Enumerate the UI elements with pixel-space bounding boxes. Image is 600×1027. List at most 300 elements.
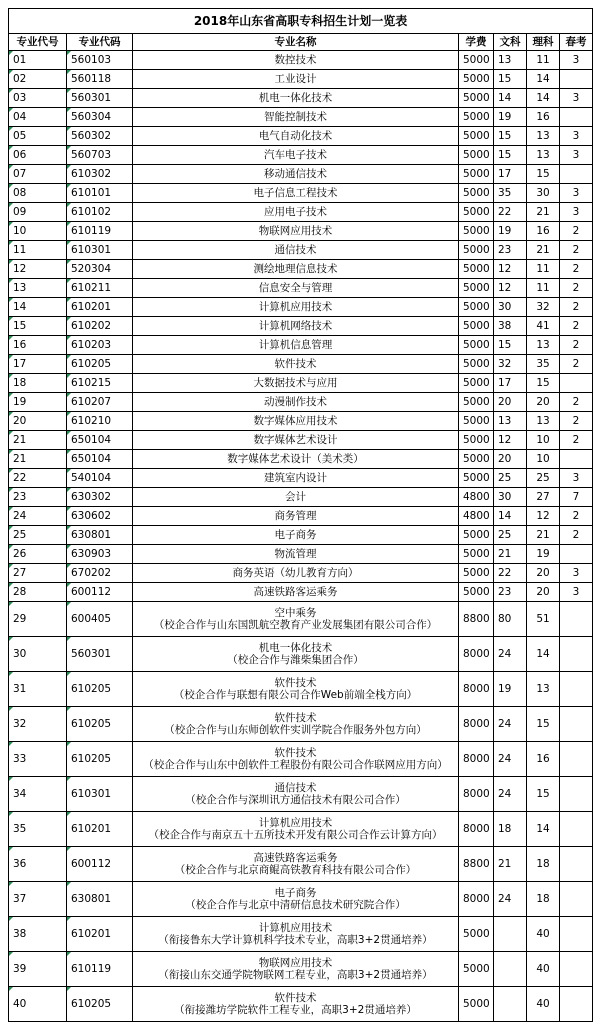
cell-tuition: 5000 <box>459 450 494 469</box>
cell-tuition: 5000 <box>459 70 494 89</box>
cell-science: 13 <box>527 146 560 165</box>
cell-spring-exam <box>560 545 593 564</box>
cell-science: 14 <box>527 89 560 108</box>
cell-major-no: 31 <box>9 672 67 707</box>
major-name-text: 电子商务 <box>274 887 317 899</box>
cell-major-code: 610201 <box>67 298 133 317</box>
cell-liberal-arts: 13 <box>494 412 527 431</box>
table-row <box>9 742 593 777</box>
cell-major-code: 560302 <box>67 127 133 146</box>
table-row <box>9 812 593 847</box>
cell-science: 13 <box>527 672 560 707</box>
cell-tuition: 5000 <box>459 393 494 412</box>
cell-major-name <box>133 602 459 637</box>
table-row <box>9 374 593 393</box>
cell-major-code: 600112 <box>67 847 133 882</box>
cell-major-name <box>133 952 459 987</box>
cell-major-code: 560301 <box>67 637 133 672</box>
cell-spring-exam: 3 <box>560 184 593 203</box>
cell-science: 11 <box>527 279 560 298</box>
table-row <box>9 450 593 469</box>
cell-major-no: 34 <box>9 777 67 812</box>
major-name-text: 会计 <box>285 491 306 503</box>
cell-liberal-arts: 19 <box>494 672 527 707</box>
cell-major-name <box>133 51 459 70</box>
cell-tuition: 5000 <box>459 241 494 260</box>
cell-major-code: 610301 <box>67 777 133 812</box>
cell-spring-exam: 2 <box>560 317 593 336</box>
table-row <box>9 412 593 431</box>
header-liberal-arts: 文科 <box>494 34 527 51</box>
major-note-text: （校企合作与潍柴集团合作） <box>227 654 364 666</box>
cell-tuition: 8000 <box>459 742 494 777</box>
cell-spring-exam: 2 <box>560 241 593 260</box>
major-name-text: 电气自动化技术 <box>258 130 333 142</box>
cell-liberal-arts: 24 <box>494 777 527 812</box>
cell-major-name <box>133 70 459 89</box>
cell-liberal-arts: 20 <box>494 393 527 412</box>
cell-tuition: 5000 <box>459 336 494 355</box>
cell-science: 12 <box>527 507 560 526</box>
cell-major-no: 02 <box>9 70 67 89</box>
cell-liberal-arts: 13 <box>494 51 527 70</box>
cell-tuition: 5000 <box>459 108 494 127</box>
cell-liberal-arts: 80 <box>494 602 527 637</box>
major-name-text: 物流管理 <box>274 548 317 560</box>
cell-liberal-arts: 38 <box>494 317 527 336</box>
cell-liberal-arts: 17 <box>494 374 527 393</box>
major-name-text: 电子信息工程技术 <box>253 187 338 199</box>
cell-tuition: 5000 <box>459 51 494 70</box>
cell-liberal-arts: 12 <box>494 279 527 298</box>
cell-major-code: 610210 <box>67 412 133 431</box>
cell-spring-exam <box>560 707 593 742</box>
cell-major-name <box>133 469 459 488</box>
cell-major-name <box>133 882 459 917</box>
major-name-text: 测绘地理信息技术 <box>253 263 338 275</box>
major-name-text: 计算机应用技术 <box>258 301 333 313</box>
cell-major-code: 610205 <box>67 742 133 777</box>
cell-major-code: 610201 <box>67 917 133 952</box>
cell-major-code: 610205 <box>67 987 133 1022</box>
cell-major-name <box>133 279 459 298</box>
cell-major-name <box>133 812 459 847</box>
cell-major-code: 560703 <box>67 146 133 165</box>
cell-major-code: 610101 <box>67 184 133 203</box>
cell-science: 25 <box>527 469 560 488</box>
cell-liberal-arts: 21 <box>494 847 527 882</box>
cell-spring-exam: 2 <box>560 298 593 317</box>
cell-liberal-arts: 30 <box>494 488 527 507</box>
cell-major-code: 650104 <box>67 431 133 450</box>
cell-major-code: 670202 <box>67 564 133 583</box>
table-row <box>9 987 593 1022</box>
cell-tuition: 5000 <box>459 952 494 987</box>
cell-major-name <box>133 526 459 545</box>
cell-science: 40 <box>527 987 560 1022</box>
cell-major-code: 610203 <box>67 336 133 355</box>
cell-liberal-arts: 23 <box>494 583 527 602</box>
major-name-text: 软件技术 <box>274 358 317 370</box>
cell-science: 20 <box>527 393 560 412</box>
cell-liberal-arts: 14 <box>494 507 527 526</box>
cell-major-no: 22 <box>9 469 67 488</box>
cell-spring-exam: 3 <box>560 583 593 602</box>
cell-science: 51 <box>527 602 560 637</box>
cell-science: 20 <box>527 564 560 583</box>
cell-science: 14 <box>527 70 560 89</box>
major-name-text: 计算机应用技术 <box>258 922 333 934</box>
cell-major-code: 600112 <box>67 583 133 602</box>
cell-spring-exam <box>560 672 593 707</box>
cell-major-no: 20 <box>9 412 67 431</box>
cell-major-name <box>133 672 459 707</box>
table-row <box>9 51 593 70</box>
cell-spring-exam: 2 <box>560 336 593 355</box>
cell-spring-exam: 3 <box>560 127 593 146</box>
cell-spring-exam: 3 <box>560 203 593 222</box>
cell-major-code: 610119 <box>67 222 133 241</box>
cell-science: 14 <box>527 812 560 847</box>
table-row <box>9 203 593 222</box>
cell-spring-exam <box>560 987 593 1022</box>
major-name-text: 商务英语（幼儿教育方向） <box>232 567 359 579</box>
cell-major-name <box>133 987 459 1022</box>
cell-liberal-arts: 25 <box>494 469 527 488</box>
cell-liberal-arts: 15 <box>494 336 527 355</box>
major-name-text: 数字媒体艺术设计（美术类） <box>227 453 364 465</box>
cell-science: 16 <box>527 222 560 241</box>
major-name-text: 应用电子技术 <box>264 206 327 218</box>
table-row <box>9 672 593 707</box>
cell-spring-exam: 3 <box>560 146 593 165</box>
cell-major-name <box>133 637 459 672</box>
major-name-text: 物联网应用技术 <box>258 957 333 969</box>
table-row <box>9 317 593 336</box>
cell-major-no: 35 <box>9 812 67 847</box>
cell-liberal-arts: 24 <box>494 742 527 777</box>
cell-major-code: 610119 <box>67 952 133 987</box>
cell-tuition: 5000 <box>459 526 494 545</box>
cell-science: 21 <box>527 203 560 222</box>
cell-major-no: 11 <box>9 241 67 260</box>
cell-tuition: 8800 <box>459 602 494 637</box>
table-row <box>9 260 593 279</box>
table-row <box>9 545 593 564</box>
cell-major-name <box>133 393 459 412</box>
cell-major-code: 650104 <box>67 450 133 469</box>
cell-major-no: 14 <box>9 298 67 317</box>
cell-spring-exam <box>560 882 593 917</box>
major-name-text: 高速铁路客运乘务 <box>253 852 338 864</box>
table-row <box>9 89 593 108</box>
cell-major-no: 12 <box>9 260 67 279</box>
cell-major-no: 30 <box>9 637 67 672</box>
cell-major-code: 610302 <box>67 165 133 184</box>
cell-spring-exam: 2 <box>560 279 593 298</box>
cell-major-code: 610202 <box>67 317 133 336</box>
cell-major-no: 23 <box>9 488 67 507</box>
cell-science: 15 <box>527 165 560 184</box>
cell-liberal-arts <box>494 952 527 987</box>
cell-major-no: 09 <box>9 203 67 222</box>
cell-spring-exam <box>560 777 593 812</box>
cell-spring-exam <box>560 70 593 89</box>
major-name-text: 移动通信技术 <box>264 168 327 180</box>
cell-science: 20 <box>527 583 560 602</box>
cell-tuition: 5000 <box>459 222 494 241</box>
cell-spring-exam: 2 <box>560 412 593 431</box>
table-row <box>9 847 593 882</box>
header-major-code: 专业代码 <box>67 34 133 51</box>
cell-major-name <box>133 355 459 374</box>
cell-tuition: 8000 <box>459 812 494 847</box>
table-row <box>9 507 593 526</box>
cell-major-no: 19 <box>9 393 67 412</box>
cell-major-no: 26 <box>9 545 67 564</box>
cell-major-name <box>133 203 459 222</box>
cell-major-name <box>133 545 459 564</box>
cell-tuition: 5000 <box>459 545 494 564</box>
cell-major-no: 40 <box>9 987 67 1022</box>
cell-major-name <box>133 89 459 108</box>
cell-major-no: 21 <box>9 450 67 469</box>
major-name-text: 软件技术 <box>274 677 317 689</box>
cell-tuition: 5000 <box>459 298 494 317</box>
table-row <box>9 298 593 317</box>
cell-tuition: 5000 <box>459 917 494 952</box>
cell-major-code: 610205 <box>67 672 133 707</box>
major-name-text: 机电一体化技术 <box>258 92 333 104</box>
major-name-text: 计算机应用技术 <box>258 817 333 829</box>
cell-liberal-arts: 15 <box>494 70 527 89</box>
cell-major-code: 560304 <box>67 108 133 127</box>
cell-spring-exam: 2 <box>560 355 593 374</box>
cell-liberal-arts: 23 <box>494 241 527 260</box>
cell-major-no: 38 <box>9 917 67 952</box>
cell-liberal-arts <box>494 987 527 1022</box>
major-name-text: 软件技术 <box>274 992 317 1004</box>
cell-liberal-arts: 22 <box>494 564 527 583</box>
cell-science: 19 <box>527 545 560 564</box>
major-name-text: 空中乘务 <box>274 607 317 619</box>
cell-tuition: 5000 <box>459 279 494 298</box>
cell-science: 16 <box>527 108 560 127</box>
cell-major-no: 13 <box>9 279 67 298</box>
cell-major-name <box>133 583 459 602</box>
major-name-text: 机电一体化技术 <box>258 642 333 654</box>
major-name-text: 大数据技术与应用 <box>253 377 338 389</box>
cell-science: 15 <box>527 707 560 742</box>
table-row <box>9 336 593 355</box>
cell-major-code: 630801 <box>67 882 133 917</box>
cell-liberal-arts: 12 <box>494 260 527 279</box>
cell-major-code: 610207 <box>67 393 133 412</box>
cell-major-code: 610211 <box>67 279 133 298</box>
cell-spring-exam <box>560 165 593 184</box>
header-tuition: 学费 <box>459 34 494 51</box>
cell-major-code: 630903 <box>67 545 133 564</box>
cell-tuition: 5000 <box>459 184 494 203</box>
header-spring-exam: 春考 <box>560 34 593 51</box>
cell-major-no: 01 <box>9 51 67 70</box>
cell-science: 27 <box>527 488 560 507</box>
cell-spring-exam <box>560 812 593 847</box>
cell-tuition: 5000 <box>459 203 494 222</box>
cell-tuition: 5000 <box>459 583 494 602</box>
table-row <box>9 882 593 917</box>
cell-tuition: 8000 <box>459 882 494 917</box>
cell-tuition: 5000 <box>459 355 494 374</box>
table-row <box>9 241 593 260</box>
table-row <box>9 637 593 672</box>
cell-major-name <box>133 431 459 450</box>
cell-major-no: 10 <box>9 222 67 241</box>
cell-major-code: 630302 <box>67 488 133 507</box>
cell-major-name <box>133 108 459 127</box>
cell-major-code: 610205 <box>67 707 133 742</box>
major-name-text: 工业设计 <box>274 73 317 85</box>
cell-liberal-arts <box>494 917 527 952</box>
cell-liberal-arts: 21 <box>494 545 527 564</box>
cell-liberal-arts: 35 <box>494 184 527 203</box>
cell-major-no: 07 <box>9 165 67 184</box>
cell-science: 30 <box>527 184 560 203</box>
major-name-text: 物联网应用技术 <box>258 225 333 237</box>
cell-science: 13 <box>527 127 560 146</box>
header-major-name: 专业名称 <box>133 34 459 51</box>
cell-major-code: 560301 <box>67 89 133 108</box>
major-name-text: 软件技术 <box>274 712 317 724</box>
cell-tuition: 5000 <box>459 987 494 1022</box>
cell-science: 10 <box>527 431 560 450</box>
major-note-text: （校企合作与山东中创软件工程股份有限公司合作联网应用方向） <box>143 759 448 771</box>
cell-spring-exam: 2 <box>560 260 593 279</box>
cell-major-no: 08 <box>9 184 67 203</box>
table-row <box>9 393 593 412</box>
table-row <box>9 469 593 488</box>
table-row <box>9 108 593 127</box>
header-major-no: 专业代号 <box>9 34 67 51</box>
cell-major-code: 610201 <box>67 812 133 847</box>
cell-major-name <box>133 917 459 952</box>
major-name-text: 建筑室内设计 <box>264 472 327 484</box>
cell-tuition: 8800 <box>459 847 494 882</box>
major-name-text: 数控技术 <box>274 54 317 66</box>
cell-spring-exam: 2 <box>560 431 593 450</box>
major-name-text: 通信技术 <box>274 782 317 794</box>
cell-spring-exam <box>560 917 593 952</box>
cell-tuition: 8000 <box>459 707 494 742</box>
major-note-text: （校企合作与北京商鲲高铁教育科技有限公司合作） <box>174 864 417 876</box>
cell-major-no: 06 <box>9 146 67 165</box>
cell-spring-exam: 7 <box>560 488 593 507</box>
cell-tuition: 5000 <box>459 260 494 279</box>
cell-major-code: 540104 <box>67 469 133 488</box>
cell-major-no: 21 <box>9 431 67 450</box>
cell-major-code: 630801 <box>67 526 133 545</box>
cell-major-name <box>133 336 459 355</box>
cell-liberal-arts: 22 <box>494 203 527 222</box>
cell-spring-exam <box>560 108 593 127</box>
cell-major-no: 15 <box>9 317 67 336</box>
cell-science: 40 <box>527 952 560 987</box>
cell-science: 18 <box>527 882 560 917</box>
table-row <box>9 564 593 583</box>
table-row <box>9 184 593 203</box>
major-name-text: 数字媒体艺术设计 <box>253 434 338 446</box>
major-note-text: （衔接潍坊学院软件工程专业，高职3+2贯通培养） <box>174 1004 417 1016</box>
cell-major-code: 630602 <box>67 507 133 526</box>
cell-tuition: 5000 <box>459 127 494 146</box>
cell-science: 13 <box>527 412 560 431</box>
cell-major-name <box>133 450 459 469</box>
major-note-text: （衔接鲁东大学计算机科学技术专业，高职3+2贯通培养） <box>158 934 433 946</box>
cell-tuition: 5000 <box>459 431 494 450</box>
cell-major-name <box>133 564 459 583</box>
cell-tuition: 8000 <box>459 672 494 707</box>
cell-liberal-arts: 18 <box>494 812 527 847</box>
major-name-text: 智能控制技术 <box>264 111 327 123</box>
cell-science: 14 <box>527 637 560 672</box>
table-row <box>9 127 593 146</box>
cell-major-code: 560118 <box>67 70 133 89</box>
cell-science: 35 <box>527 355 560 374</box>
cell-major-no: 24 <box>9 507 67 526</box>
cell-liberal-arts: 15 <box>494 146 527 165</box>
cell-major-name <box>133 488 459 507</box>
table-title: 2018年山东省高职专科招生计划一览表 <box>9 9 593 34</box>
major-name-text: 信息安全与管理 <box>258 282 333 294</box>
cell-major-name <box>133 317 459 336</box>
major-name-text: 软件技术 <box>274 747 317 759</box>
cell-major-no: 36 <box>9 847 67 882</box>
major-name-text: 动漫制作技术 <box>264 396 327 408</box>
table-row <box>9 431 593 450</box>
cell-science: 15 <box>527 777 560 812</box>
cell-spring-exam <box>560 602 593 637</box>
cell-major-no: 05 <box>9 127 67 146</box>
cell-major-no: 28 <box>9 583 67 602</box>
cell-major-code: 610102 <box>67 203 133 222</box>
major-name-text: 计算机网络技术 <box>258 320 333 332</box>
cell-major-code: 610301 <box>67 241 133 260</box>
major-name-text: 电子商务 <box>274 529 317 541</box>
cell-science: 21 <box>527 241 560 260</box>
cell-liberal-arts: 30 <box>494 298 527 317</box>
cell-major-name <box>133 222 459 241</box>
table-row <box>9 602 593 637</box>
cell-major-no: 27 <box>9 564 67 583</box>
cell-major-code: 610215 <box>67 374 133 393</box>
cell-major-no: 03 <box>9 89 67 108</box>
enrollment-plan-table <box>8 8 593 1022</box>
cell-major-no: 39 <box>9 952 67 987</box>
cell-tuition: 5000 <box>459 146 494 165</box>
cell-tuition: 8000 <box>459 777 494 812</box>
cell-science: 18 <box>527 847 560 882</box>
table-row <box>9 488 593 507</box>
cell-liberal-arts: 24 <box>494 637 527 672</box>
cell-tuition: 5000 <box>459 564 494 583</box>
cell-spring-exam: 2 <box>560 393 593 412</box>
cell-tuition: 5000 <box>459 412 494 431</box>
cell-tuition: 4800 <box>459 507 494 526</box>
cell-major-code: 600405 <box>67 602 133 637</box>
table-row <box>9 279 593 298</box>
cell-science: 10 <box>527 450 560 469</box>
cell-tuition: 4800 <box>459 488 494 507</box>
